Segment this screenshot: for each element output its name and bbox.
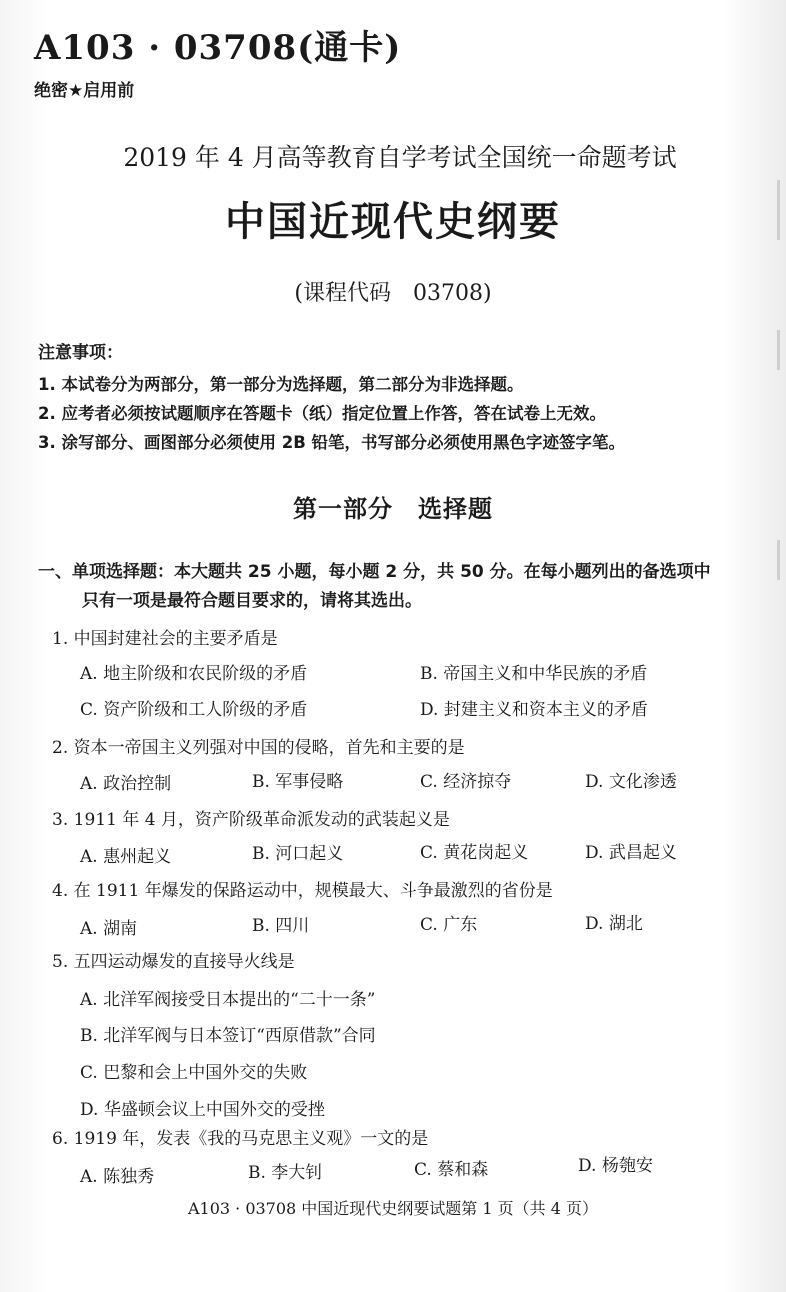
- note-item: 3. 涂写部分、画图部分必须使用 2B 铅笔，书写部分必须使用黑色字迹签字笔。: [38, 433, 626, 452]
- question-option: A. 北洋军阀接受日本提出的“二十一条”: [80, 990, 376, 1010]
- section-instructions-line: 一、单项选择题：本大题共 25 小题，每小题 2 分，共 50 分。在每小题列出的备选项中: [38, 562, 711, 582]
- subject-title: 中国近现代史纲要: [225, 199, 561, 245]
- question-option: B. 李大钊: [248, 1163, 323, 1183]
- exam-title: 2019 年 4 月高等教育自学考试全国统一命题考试: [123, 143, 677, 172]
- question-option: D. 封建主义和资本主义的矛盾: [420, 700, 648, 720]
- section-instructions: [38, 558, 711, 616]
- question-option: D. 杨匏安: [578, 1156, 653, 1176]
- question-option: B. 帝国主义和中华民族的矛盾: [420, 664, 648, 684]
- question-option: C. 巴黎和会上中国外交的失败: [80, 1063, 308, 1083]
- page-footer: A103 · 03708 中国近现代史纲要试题第 1 页（共 4 页）: [187, 1199, 599, 1218]
- question-stem: 1. 中国封建社会的主要矛盾是: [52, 629, 278, 649]
- question-option: A. 惠州起义: [80, 847, 172, 867]
- question-option: D. 湖北: [585, 914, 643, 934]
- question-option: C. 经济掠夺: [420, 772, 512, 792]
- question-option: C. 资产阶级和工人阶级的矛盾: [80, 700, 308, 720]
- note-item: 2. 应考者必须按试题顺序在答题卡（纸）指定位置上作答，答在试卷上无效。: [38, 404, 606, 423]
- question-option: B. 四川: [252, 916, 310, 936]
- notes-heading: 注意事项：: [38, 343, 123, 363]
- question-stem: 2. 资本一帝国主义列强对中国的侵略，首先和主要的是: [52, 738, 465, 758]
- question-stem: 5. 五四运动爆发的直接导火线是: [52, 952, 295, 972]
- section-instructions-line: 只有一项是最符合题目要求的，请将其选出。: [82, 591, 422, 611]
- note-item: 1. 本试卷分为两部分，第一部分为选择题，第二部分为非选择题。: [38, 375, 524, 394]
- question-option: A. 政治控制: [80, 774, 172, 794]
- question-option: C. 黄花岗起义: [420, 843, 529, 863]
- question-option: C. 广东: [420, 915, 478, 935]
- question-stem: 6. 1919 年，发表《我的马克思主义观》一文的是: [52, 1129, 429, 1149]
- question-stem: 3. 1911 年 4 月，资产阶级革命派发动的武装起义是: [52, 810, 450, 830]
- part-one-title: 第一部分 选择题: [293, 495, 493, 523]
- question-option: D. 武昌起义: [585, 843, 677, 863]
- scan-edge-mark: [777, 540, 780, 580]
- question-option: B. 军事侵略: [252, 772, 344, 792]
- question-option: D. 文化渗透: [585, 772, 677, 792]
- question-option: B. 北洋军阀与日本签订“西原借款”合同: [80, 1026, 376, 1046]
- confidential-label: 绝密★启用前: [34, 81, 135, 101]
- paper-code-header: A103 · 03708(通卡): [34, 28, 402, 68]
- question-option: B. 河口起义: [252, 844, 344, 864]
- question-option: C. 蔡和森: [414, 1160, 489, 1180]
- question-option: A. 陈独秀: [80, 1167, 155, 1187]
- question-option: A. 地主阶级和农民阶级的矛盾: [80, 664, 308, 684]
- scan-edge-mark: [777, 330, 780, 370]
- question-stem: 4. 在 1911 年爆发的保路运动中，规模最大、斗争最激烈的省份是: [52, 881, 553, 901]
- question-option: D. 华盛顿会议上中国外交的受挫: [80, 1100, 325, 1120]
- question-option: A. 湖南: [80, 919, 138, 939]
- course-code: (课程代码 03708): [294, 281, 492, 306]
